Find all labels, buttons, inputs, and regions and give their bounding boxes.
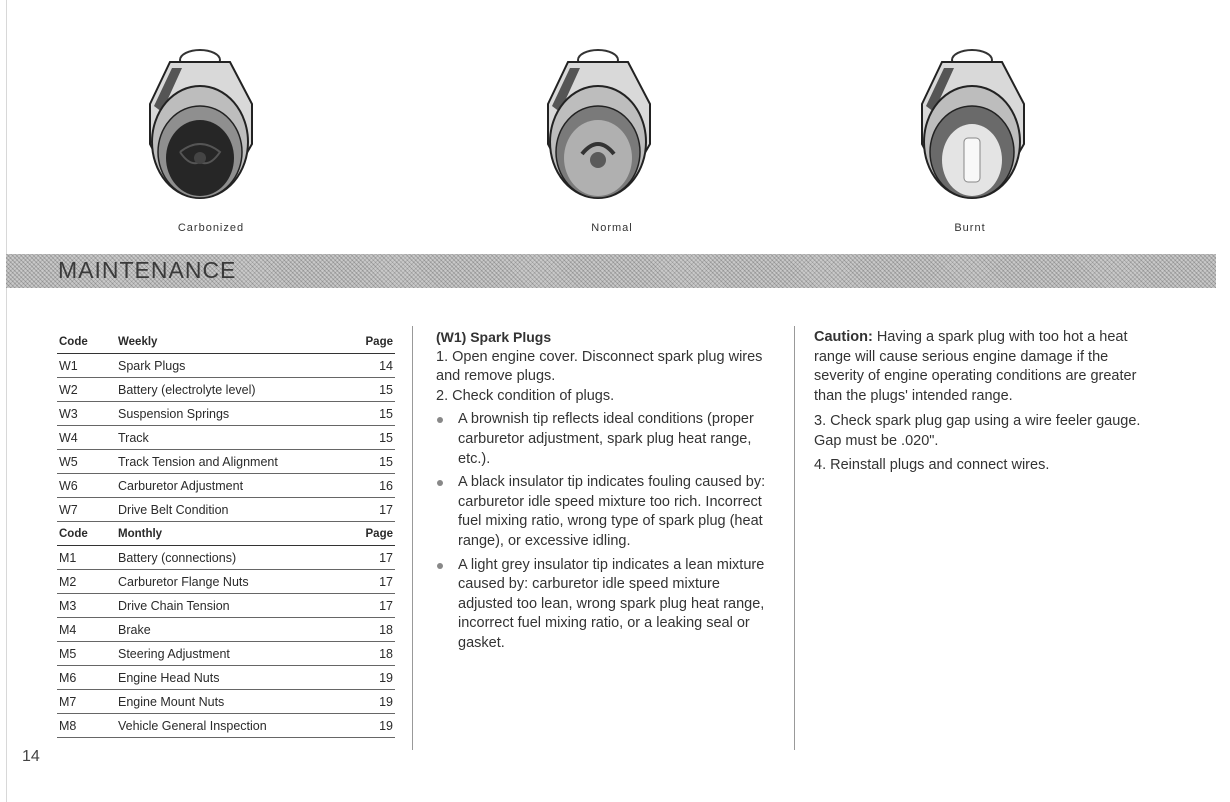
row-item: Battery (connections) <box>116 546 351 570</box>
row-item: Battery (electrolyte level) <box>116 378 351 402</box>
row-code: M4 <box>57 618 116 642</box>
row-page: 17 <box>351 594 395 618</box>
row-item: Carburetor Adjustment <box>116 474 351 498</box>
table-row <box>57 570 395 594</box>
row-code: M7 <box>57 690 116 714</box>
section-title: MAINTENANCE <box>58 257 237 283</box>
row-code: M6 <box>57 666 116 690</box>
weekly-title-header: Weekly <box>116 330 351 354</box>
list-item <box>436 410 770 469</box>
caution-text: Having a spark plug with too hot a heat range will cause serious engine damage if the severity of engine operating conditions are greater than the plugs' intended range. <box>814 329 1137 404</box>
row-page: 15 <box>351 402 395 426</box>
row-code: W3 <box>57 402 116 426</box>
page-edge <box>6 0 7 802</box>
row-page: 18 <box>351 642 395 666</box>
table-row <box>57 474 395 498</box>
spark-plug-procedure <box>436 328 770 654</box>
row-page: 15 <box>351 426 395 450</box>
plug-caption-burnt: Burnt <box>954 222 986 234</box>
condition-list <box>436 410 770 653</box>
table-row <box>57 354 395 378</box>
normal-plug-figure <box>538 42 658 220</box>
row-item: Engine Mount Nuts <box>116 690 351 714</box>
list-item <box>436 473 770 551</box>
step-3: 3. Check spark plug gap using a wire feeler gauge. Gap must be .020". <box>814 413 1141 449</box>
bullet-icon <box>437 480 443 486</box>
row-code: W7 <box>57 498 116 522</box>
plug-caption-carbonized: Carbonized <box>177 222 245 234</box>
row-page: 15 <box>351 450 395 474</box>
row-item: Steering Adjustment <box>116 642 351 666</box>
table-row <box>57 594 395 618</box>
row-page: 15 <box>351 378 395 402</box>
weekly-page-header: Page <box>351 330 395 354</box>
row-page: 18 <box>351 618 395 642</box>
row-code: M2 <box>57 570 116 594</box>
row-page: 17 <box>351 498 395 522</box>
monthly-title-header: Monthly <box>116 522 351 546</box>
row-code: W5 <box>57 450 116 474</box>
row-code: M8 <box>57 714 116 738</box>
row-code: M1 <box>57 546 116 570</box>
table-row <box>57 402 395 426</box>
table-row <box>57 450 395 474</box>
table-row <box>57 498 395 522</box>
table-row <box>57 714 395 738</box>
list-item-text: A light grey insulator tip indicates a lean mixture caused by: carburetor idle speed mixture adjusted too lean, wrong spark plug heat range, incorrect fuel mixing ratio, or a leaking seal or gasket. <box>458 556 765 651</box>
row-code: W6 <box>57 474 116 498</box>
list-item <box>436 556 770 654</box>
table-row <box>57 426 395 450</box>
row-code: W2 <box>57 378 116 402</box>
row-code: W4 <box>57 426 116 450</box>
table-row <box>57 546 395 570</box>
burnt-plug-figure <box>912 42 1032 220</box>
column-divider <box>412 326 413 750</box>
row-page: 16 <box>351 474 395 498</box>
step-2: 2. Check condition of plugs. <box>436 387 615 404</box>
row-code: W1 <box>57 354 116 378</box>
caution-label: Caution: <box>814 329 873 345</box>
row-code: M5 <box>57 642 116 666</box>
table-row <box>57 666 395 690</box>
row-item: Spark Plugs <box>116 354 351 378</box>
caution-note <box>814 328 1150 406</box>
monthly-code-header: Code <box>57 522 116 546</box>
procedure-title: (W1) Spark Plugs <box>436 329 552 345</box>
page-number: 14 <box>22 748 40 765</box>
section-band <box>6 254 1216 288</box>
row-item: Vehicle General Inspection <box>116 714 351 738</box>
row-page: 19 <box>351 666 395 690</box>
spark-plug-continued <box>814 328 1150 475</box>
row-page: 19 <box>351 690 395 714</box>
column-divider <box>794 326 795 750</box>
carbonized-plug-figure <box>140 42 260 220</box>
row-item: Track <box>116 426 351 450</box>
bullet-icon <box>437 417 443 423</box>
row-item: Carburetor Flange Nuts <box>116 570 351 594</box>
row-item: Engine Head Nuts <box>116 666 351 690</box>
row-item: Track Tension and Alignment <box>116 450 351 474</box>
monthly-page-header: Page <box>351 522 395 546</box>
weekly-code-header: Code <box>57 330 116 354</box>
list-item-text: A brownish tip reflects ideal conditions (proper carburetor adjustment, spark plug heat range, etc.). <box>458 411 754 467</box>
step-4: 4. Reinstall plugs and connect wires. <box>814 456 1050 473</box>
row-page: 14 <box>351 354 395 378</box>
list-item-text: A black insulator tip indicates fouling caused by: carburetor idle speed mixture too rich. Incorrect fuel mixing ratio, wrong type of spark plug (heat range), or excessive idling. <box>458 474 766 549</box>
table-row <box>57 642 395 666</box>
maintenance-table <box>57 330 395 738</box>
row-page: 19 <box>351 714 395 738</box>
row-item: Drive Chain Tension <box>116 594 351 618</box>
row-code: M3 <box>57 594 116 618</box>
row-item: Brake <box>116 618 351 642</box>
bullet-icon <box>437 563 443 569</box>
step-1: 1. Open engine cover. Disconnect spark plug wires and remove plugs. <box>436 348 763 385</box>
plug-caption-normal: Normal <box>591 222 633 234</box>
row-item: Suspension Springs <box>116 402 351 426</box>
weekly-header-row <box>57 330 395 354</box>
table-row <box>57 378 395 402</box>
table-row <box>57 618 395 642</box>
monthly-header-row <box>57 522 395 546</box>
row-item: Drive Belt Condition <box>116 498 351 522</box>
table-row <box>57 690 395 714</box>
row-page: 17 <box>351 570 395 594</box>
row-page: 17 <box>351 546 395 570</box>
